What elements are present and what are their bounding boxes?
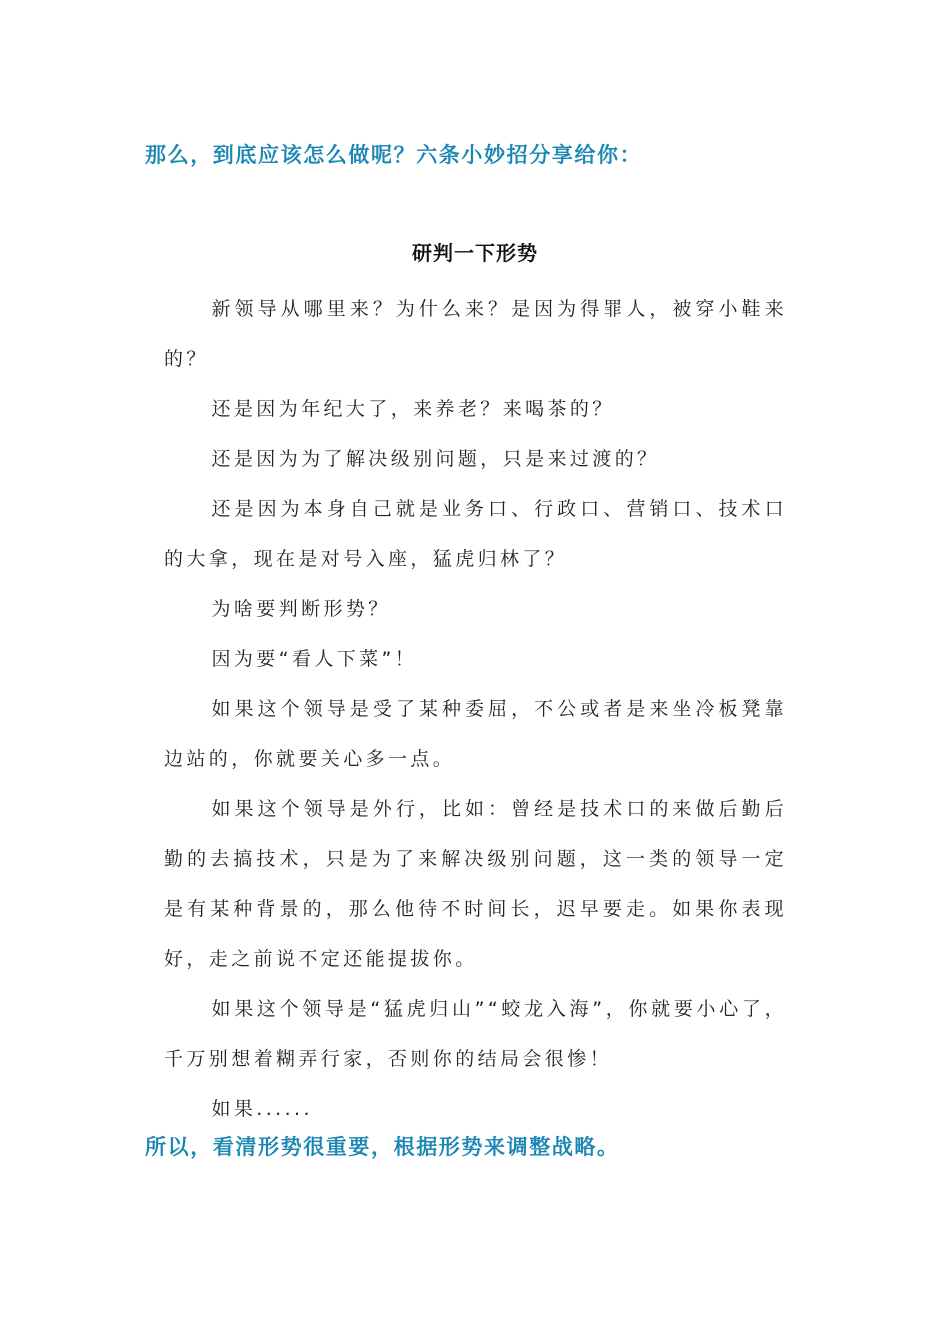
paragraph: 还是因为本身自己就是业务口、行政口、营销口、技术口的大拿，现在是对号入座，猛虎归林了？ (164, 498, 787, 570)
paragraph: 如果...... (211, 1098, 313, 1120)
conclusion-line: 所以，看清形势很重要，根据形势来调整战略。 (145, 1135, 620, 1159)
paragraph: 为啥要判断形势？ (211, 598, 391, 620)
paragraph: 如果这个领导是受了某种委屈，不公或者是来坐冷板凳靠边站的，你就要关心多一点。 (164, 698, 787, 770)
paragraph: 如果这个领导是“猛虎归山”“蛟龙入海”，你就要小心了，千万别想着糊弄行家，否则你的结局会很惨！ (164, 998, 787, 1070)
paragraph: 还是因为为了解决级别问题，只是来过渡的？ (211, 448, 660, 470)
paragraph: 新领导从哪里来？为什么来？是因为得罪人，被穿小鞋来的？ (164, 298, 787, 370)
body-text (164, 284, 787, 1134)
paragraph: 还是因为年纪大了，来养老？来喝茶的？ (211, 398, 615, 420)
intro-line: 那么，到底应该怎么做呢？六条小妙招分享给你： (145, 143, 643, 167)
section-title: 研判一下形势 (412, 241, 538, 265)
paragraph: 如果这个领导是外行，比如：曾经是技术口的来做后勤后勤的去搞技术，只是为了来解决级别问题，这一类的领导一定是有某种背景的，那么他待不时间长，迟早要走。如果你表现好，走之前说不定还能提拔你。 (164, 798, 787, 970)
paragraph: 因为要“看人下菜”！ (211, 648, 418, 670)
